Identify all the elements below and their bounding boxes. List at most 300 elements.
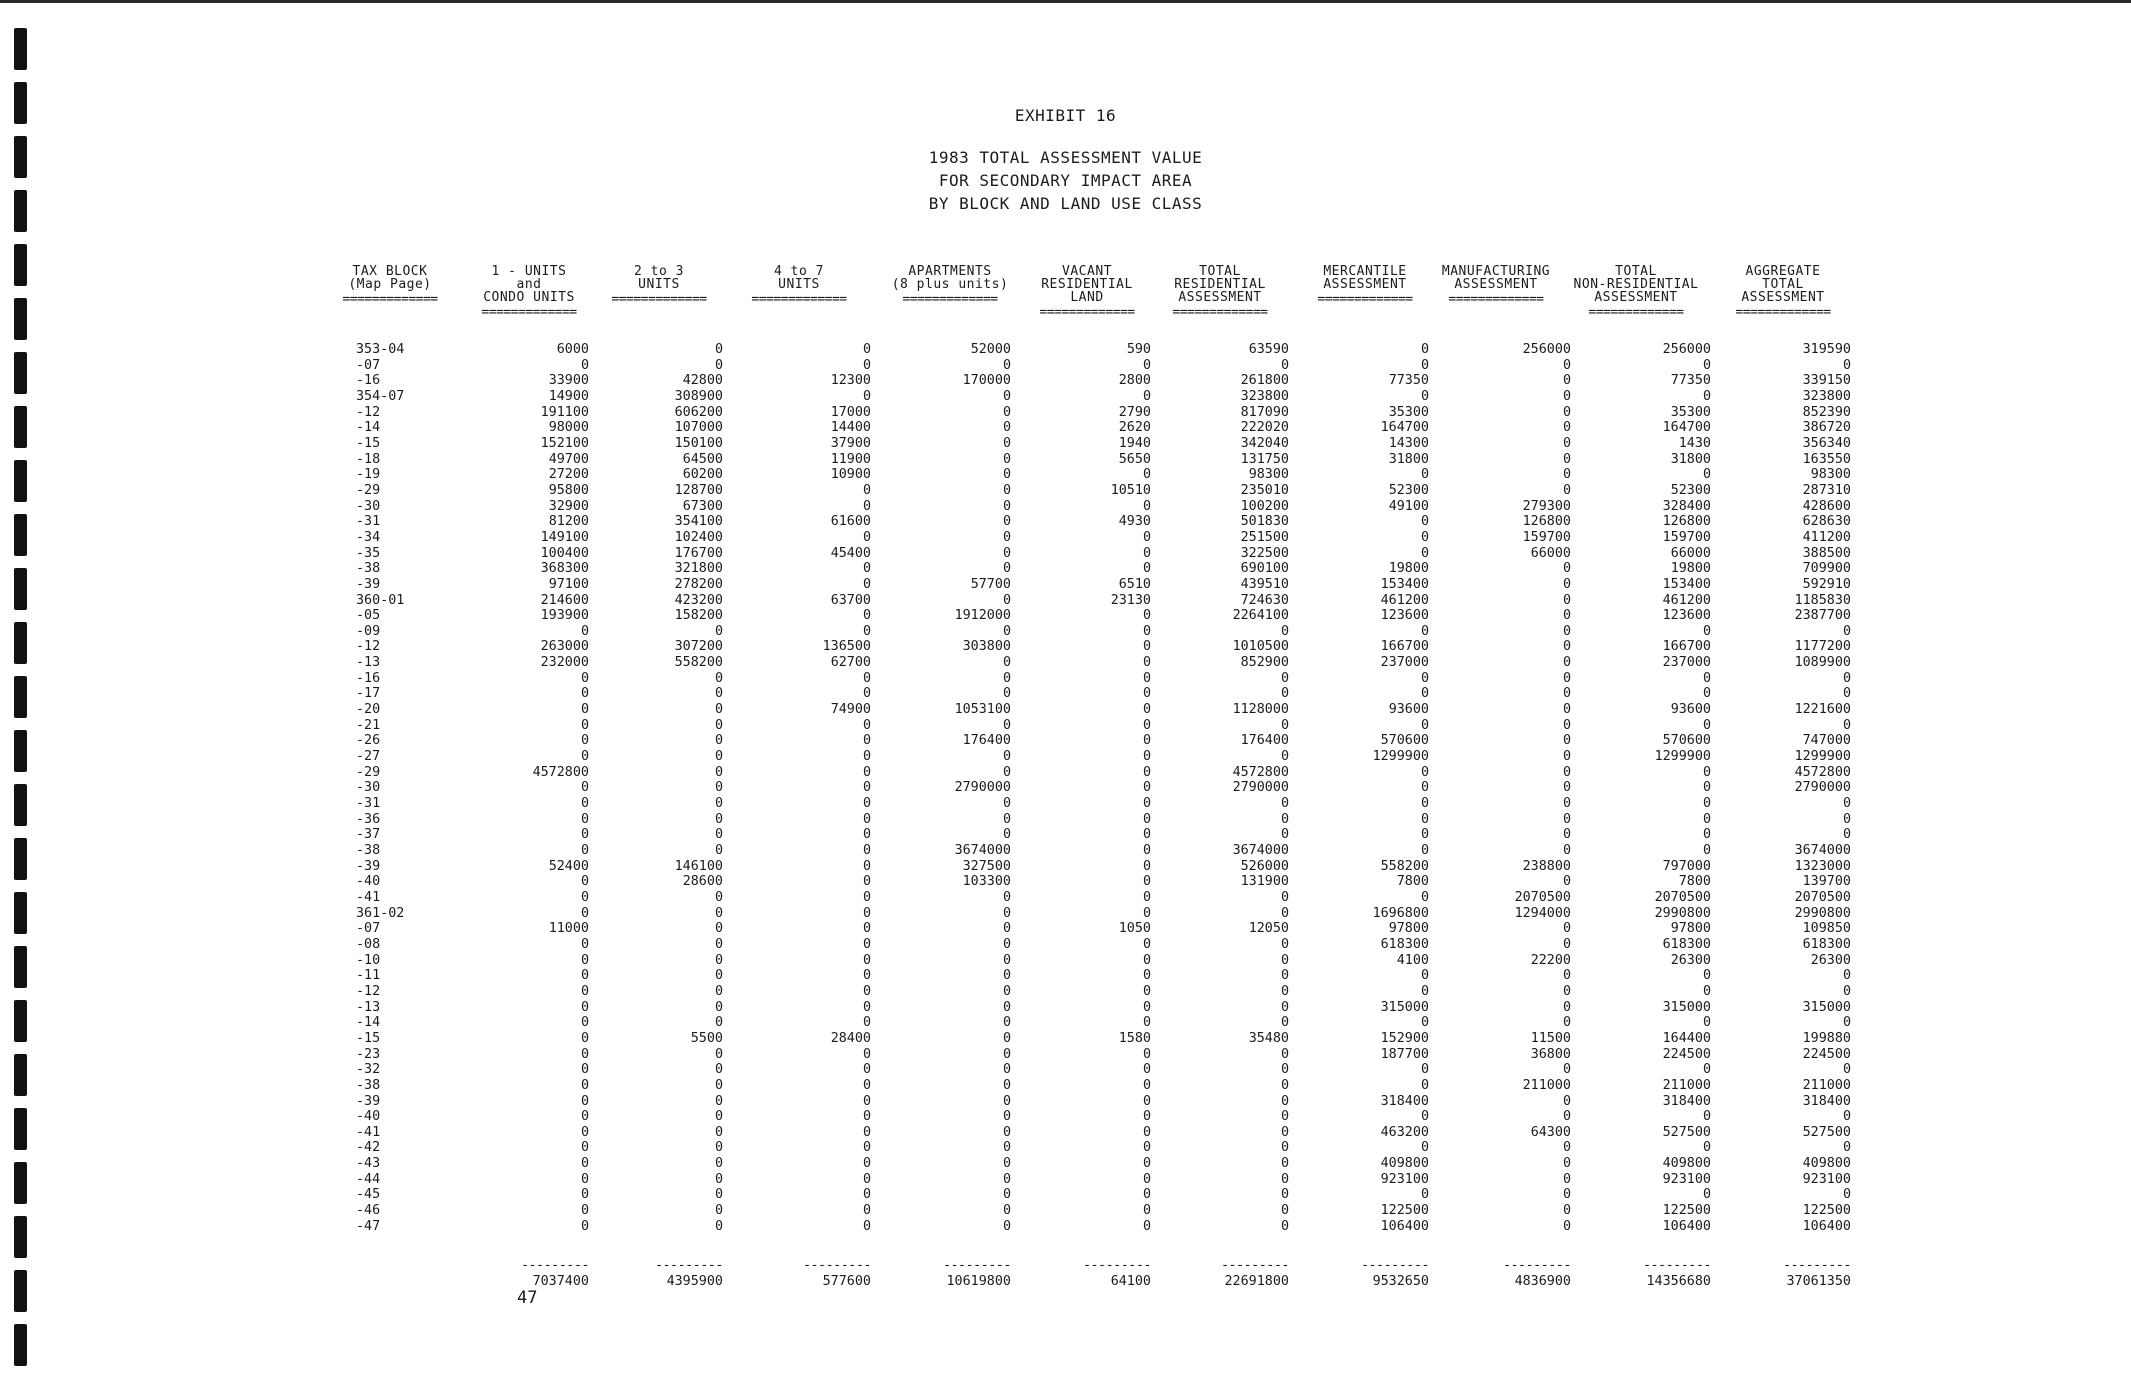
table-cell: 0 [714,843,723,858]
table-cell: 3674000 [1794,843,1851,858]
table-cell: 0 [1002,1140,1011,1156]
table-cell: 0 [1142,655,1151,671]
table-cell: 0 [1280,749,1289,765]
table-cell: 235010 [1240,482,1289,498]
table-cell: 2070500 [1514,889,1571,905]
table-cell: 4100 [1396,952,1429,968]
table-cell: 0 [1002,1124,1011,1140]
table-cell: 23130 [1110,592,1151,608]
table-cell: 153400 [1662,576,1711,592]
table-cell: 103300 [962,874,1011,890]
table-cell: -30 [356,780,381,796]
table-cell: 0 [714,764,723,780]
table-cell: 0 [1280,905,1289,921]
table-cell: 66000 [1670,545,1711,561]
table-cell: 64500 [682,451,723,467]
table-cell: 0 [1420,811,1429,827]
table-cell: 353-04 [356,342,405,357]
table-cell: 0 [1562,733,1571,749]
table-cell: -30 [356,498,381,514]
table-cell: 0 [580,1187,589,1203]
table-cell: -38 [356,561,381,577]
table-cell: 152100 [540,435,589,451]
table-cell: 0 [862,1171,871,1187]
title-line-2: FOR SECONDARY IMPACT AREA [938,171,1193,190]
table-cell: 0 [862,811,871,827]
table-cell: 176700 [674,545,723,561]
table-cell: 852390 [1802,404,1851,420]
table-cell: 411200 [1802,529,1851,545]
table-cell: 98300 [1810,467,1851,483]
table-cell: 0 [714,889,723,905]
table-cell: 0 [862,858,871,874]
total-value: 4395900 [666,1274,723,1289]
table-cell: 0 [862,1109,871,1125]
table-cell: 0 [1420,1015,1429,1031]
table-cell: 0 [1420,717,1429,733]
table-cell: -41 [356,1124,381,1140]
table-cell: 618300 [1802,936,1851,952]
table-cell: -47 [356,1218,381,1234]
table-cell: -39 [356,576,381,592]
table-cell: 0 [862,1187,871,1203]
table-cell: 0 [1002,655,1011,671]
table-cell: 0 [1142,843,1151,858]
table-cell: 0 [1280,889,1289,905]
table-cell: 0 [1142,952,1151,968]
table-cell: 0 [714,717,723,733]
table-cell: 1912000 [954,608,1011,624]
table-cell: 0 [1562,467,1571,483]
total-value: 64100 [1110,1274,1151,1289]
table-cell: 0 [1420,514,1429,530]
table-cell: 526000 [1240,858,1289,874]
table-cell: 0 [1702,968,1711,984]
table-cell: 77350 [1388,373,1429,389]
table-cell: 0 [1420,1187,1429,1203]
table-cell: 0 [1142,467,1151,483]
table-cell: 0 [1280,717,1289,733]
table-cell: 0 [1420,983,1429,999]
table-cell: -19 [356,467,381,483]
table-cell: 1430 [1678,435,1711,451]
table-cell: -35 [356,545,381,561]
table-cell: 0 [862,921,871,937]
table-cell: 256000 [1522,342,1571,357]
table-cell: 0 [862,952,871,968]
table-cell: 153400 [1380,576,1429,592]
table-cell: 923100 [1802,1171,1851,1187]
table-cell: 0 [714,749,723,765]
table-cell: 106400 [1662,1218,1711,1234]
table-cell: 342040 [1240,435,1289,451]
table-cell: 2070500 [1654,889,1711,905]
table-cell: 170000 [962,373,1011,389]
table-cell: 0 [862,561,871,577]
header-manufacturing [1430,265,1562,306]
table-cell: 409800 [1380,1156,1429,1172]
table-cell: 0 [1562,1218,1571,1234]
table-cell: -15 [356,435,381,451]
table-cell: 0 [714,623,723,639]
header-underline: ============= [1588,305,1684,320]
table-cell: 0 [1142,1187,1151,1203]
table-cell: 0 [1562,999,1571,1015]
table-cell: 0 [1002,905,1011,921]
table-cell: -29 [356,764,381,780]
table-cell: -45 [356,1187,381,1203]
table-cell: 0 [1280,1046,1289,1062]
table-cell: 0 [714,1156,723,1172]
table-cell: 690100 [1240,561,1289,577]
table-cell: 66000 [1530,545,1571,561]
table-cell: 0 [1702,467,1711,483]
table-cell: 0 [1562,827,1571,843]
table-cell: 224500 [1662,1046,1711,1062]
table-cell: 0 [1562,373,1571,389]
table-cell: 6000 [556,342,589,357]
column-mercantile [1373,342,1429,1234]
table-cell: 0 [1002,1156,1011,1172]
table-cell: 303800 [962,639,1011,655]
total-apartments [943,1258,1011,1290]
table-cell: 42800 [682,373,723,389]
table-cell: 0 [580,1077,589,1093]
table-cell: 0 [1002,1109,1011,1125]
table-cell: 0 [1002,968,1011,984]
table-cell: 2387700 [1794,608,1851,624]
table-cell: 0 [1562,639,1571,655]
table-cell: 463200 [1380,1124,1429,1140]
table-cell: 0 [1142,749,1151,765]
table-cell: 0 [1562,921,1571,937]
table-cell: 0 [1280,827,1289,843]
table-cell: 0 [1142,608,1151,624]
table-cell: 102400 [674,529,723,545]
table-cell: 0 [1142,717,1151,733]
table-cell: 52300 [1388,482,1429,498]
table-cell: 0 [862,1203,871,1219]
table-cell: 0 [1562,843,1571,858]
table-cell: 0 [1142,889,1151,905]
table-cell: 287310 [1802,482,1851,498]
table-cell: 0 [1842,1187,1851,1203]
column-apartments [955,342,1011,1234]
table-cell: -18 [356,451,381,467]
table-cell: 7800 [1678,874,1711,890]
header-label: TOTAL NON-RESIDENTIAL ASSESSMENT [1573,264,1699,305]
table-cell: 0 [1142,1062,1151,1078]
table-cell: 7800 [1396,874,1429,890]
table-cell: 0 [1702,983,1711,999]
column-total-res [1233,342,1289,1234]
column-two-three [675,342,723,1234]
table-cell: 279300 [1522,498,1571,514]
table-cell: 0 [1280,357,1289,373]
table-cell: 318400 [1662,1093,1711,1109]
table-cell: 923100 [1380,1171,1429,1187]
table-cell: 0 [1002,357,1011,373]
table-cell: 52000 [970,342,1011,357]
table-cell: 139700 [1802,874,1851,890]
table-cell: 3674000 [954,843,1011,858]
table-cell: 0 [1142,811,1151,827]
table-cell: 0 [580,780,589,796]
table-cell: 0 [1702,780,1711,796]
total-rule: --------- [942,1258,1011,1273]
table-cell: 191100 [540,404,589,420]
table-cell: 0 [862,1015,871,1031]
table-cell: 0 [1002,952,1011,968]
table-cell: 28600 [682,874,723,890]
table-cell: 164400 [1662,1030,1711,1046]
total-value: 37061350 [1786,1274,1851,1289]
table-cell: 0 [1002,889,1011,905]
table-cell: 131750 [1240,451,1289,467]
table-cell: -16 [356,670,381,686]
table-cell: 0 [1142,733,1151,749]
table-cell: 308900 [674,388,723,404]
table-cell: 0 [862,764,871,780]
table-cell: 4930 [1118,514,1151,530]
table-cell: 0 [862,342,871,357]
title-line-1: 1983 TOTAL ASSESSMENT VALUE [928,148,1203,167]
table-cell: 0 [714,796,723,812]
header-apartments [880,265,1020,306]
header-underline: ============= [1317,292,1413,307]
table-cell: 0 [1562,1062,1571,1078]
table-cell: -13 [356,999,381,1015]
table-cell: 35300 [1670,404,1711,420]
table-cell: 238800 [1522,858,1571,874]
table-cell: -41 [356,889,381,905]
table-cell: 237000 [1662,655,1711,671]
table-cell: 106400 [1380,1218,1429,1234]
table-cell: 27200 [548,467,589,483]
table-cell: 1294000 [1514,905,1571,921]
table-cell: 17000 [830,404,871,420]
table-cell: 0 [1702,1187,1711,1203]
table-cell: 0 [1562,1109,1571,1125]
table-cell: 0 [714,1218,723,1234]
table-cell: 0 [580,1140,589,1156]
column-total-nonres [1655,342,1711,1234]
table-cell: 0 [862,889,871,905]
table-cell: 0 [1002,420,1011,436]
table-cell: 0 [862,874,871,890]
table-cell: 128700 [674,482,723,498]
table-cell: 0 [1280,952,1289,968]
table-cell: 0 [1280,1109,1289,1125]
page-number: 47 [517,1288,538,1308]
table-cell: 0 [714,357,723,373]
table-cell: 35480 [1248,1030,1289,1046]
table-cell: 97800 [1670,921,1711,937]
table-cell: 0 [862,983,871,999]
table-cell: 211000 [1522,1077,1571,1093]
table-cell: -36 [356,811,381,827]
table-cell: 5650 [1118,451,1151,467]
header-label: 2 to 3 UNITS [634,264,684,292]
header-label: TOTAL RESIDENTIAL ASSESSMENT [1174,264,1266,305]
table-cell: 339150 [1802,373,1851,389]
table-cell: 136500 [822,639,871,655]
table-cell: 0 [1002,1030,1011,1046]
table-cell: 0 [1002,1046,1011,1062]
table-cell: 0 [1142,388,1151,404]
table-cell: 0 [1562,388,1571,404]
table-cell: -27 [356,749,381,765]
table-cell: 628630 [1802,514,1851,530]
table-cell: 0 [1002,764,1011,780]
table-cell: 354100 [674,514,723,530]
table-cell: 0 [1142,1156,1151,1172]
table-cell: 0 [1842,717,1851,733]
header-label: MANUFACTURING ASSESSMENT [1441,264,1551,292]
column-four-seven [823,342,871,1234]
table-cell: 0 [862,733,871,749]
table-cell: 0 [714,1015,723,1031]
table-cell: 0 [1280,1187,1289,1203]
table-cell: 439510 [1240,576,1289,592]
table-cell: 22200 [1530,952,1571,968]
table-cell: 1299900 [1654,749,1711,765]
table-cell: 0 [1702,686,1711,702]
header-mercantile [1300,265,1430,306]
table-cell: 263000 [540,639,589,655]
header-label: MERCANTILE ASSESSMENT [1323,264,1407,292]
table-cell: 52300 [1670,482,1711,498]
table-cell: 0 [1842,686,1851,702]
table-cell: 97100 [548,576,589,592]
table-cell: 0 [1280,1077,1289,1093]
table-cell: -08 [356,936,381,952]
table-cell: 0 [580,1093,589,1109]
table-cell: 0 [862,1124,871,1140]
table-cell: 0 [1562,686,1571,702]
table-cell: 368300 [540,561,589,577]
table-cell: -12 [356,404,381,420]
table-cell: 1089900 [1794,655,1851,671]
table-cell: 10900 [830,467,871,483]
table-cell: 0 [580,1109,589,1125]
table-cell: 0 [1842,1109,1851,1125]
table-cell: 0 [1420,780,1429,796]
table-cell: 0 [1562,670,1571,686]
table-cell: -13 [356,655,381,671]
header-underline: ============= [342,292,438,307]
table-cell: 0 [1142,545,1151,561]
table-cell: 61600 [830,514,871,530]
table-cell: 0 [1562,1093,1571,1109]
table-cell: 0 [862,482,871,498]
table-cell: 36800 [1530,1046,1571,1062]
table-cell: 0 [580,968,589,984]
table-cell: 0 [1002,1077,1011,1093]
table-cell: 4572800 [1232,764,1289,780]
table-cell: -39 [356,858,381,874]
table-cell: 0 [1142,905,1151,921]
column-one-unit [533,342,589,1234]
table-cell: 14900 [548,388,589,404]
table-cell: 237000 [1380,655,1429,671]
table-cell: 315000 [1802,999,1851,1015]
table-cell: 0 [1702,764,1711,780]
table-cell: 0 [714,1077,723,1093]
table-cell: -42 [356,1140,381,1156]
table-cell: 0 [1562,357,1571,373]
table-cell: 0 [1142,1015,1151,1031]
table-cell: 0 [1142,498,1151,514]
table-cell: 0 [1002,999,1011,1015]
table-cell: 0 [1142,1124,1151,1140]
table-cell: 164700 [1380,420,1429,436]
table-cell: 19800 [1388,561,1429,577]
table-cell: 0 [1002,498,1011,514]
table-cell: 321800 [674,561,723,577]
total-rule: --------- [802,1258,871,1273]
table-cell: 388500 [1802,545,1851,561]
table-cell: -23 [356,1046,381,1062]
table-cell: 0 [1280,983,1289,999]
total-two-three [655,1258,723,1290]
total-value: 4836900 [1514,1274,1571,1289]
table-cell: -07 [356,921,381,937]
table-cell: 0 [1562,1015,1571,1031]
table-cell: 0 [580,874,589,890]
table-cell: 1185830 [1794,592,1851,608]
table-cell: 224500 [1802,1046,1851,1062]
table-cell: 0 [1280,796,1289,812]
table-cell: 14400 [830,420,871,436]
table-cell: -20 [356,702,381,718]
header-label: 1 - UNITS and CONDO UNITS [483,264,575,305]
header-underline: ============= [1039,305,1135,320]
table-cell: 0 [580,983,589,999]
table-cell: 77350 [1670,373,1711,389]
table-cell: 2264100 [1232,608,1289,624]
table-cell: 747000 [1802,733,1851,749]
table-cell: 12300 [830,373,871,389]
table-cell: 1177200 [1794,639,1851,655]
table-cell: 0 [1280,1203,1289,1219]
table-cell: 461200 [1380,592,1429,608]
table-cell: 361-02 [356,905,405,921]
table-cell: 0 [580,1156,589,1172]
table-cell: 0 [580,357,589,373]
table-cell: 0 [1142,1093,1151,1109]
table-cell: -14 [356,1015,381,1031]
table-cell: 0 [862,498,871,514]
table-cell: 0 [714,968,723,984]
table-cell: 0 [862,905,871,921]
table-cell: 0 [714,670,723,686]
table-cell: 0 [1562,435,1571,451]
table-cell: 0 [1562,796,1571,812]
table-cell: 356340 [1802,435,1851,451]
table-cell: 0 [580,905,589,921]
table-cell: 256000 [1662,342,1711,357]
table-cell: 0 [1002,1062,1011,1078]
table-cell: 0 [1702,670,1711,686]
table-cell: 318400 [1802,1093,1851,1109]
table-cell: 0 [580,827,589,843]
table-cell: 1940 [1118,435,1151,451]
table-cell: 0 [1142,1218,1151,1234]
table-cell: 0 [1002,529,1011,545]
table-cell: 93600 [1670,702,1711,718]
table-cell: 0 [1142,858,1151,874]
